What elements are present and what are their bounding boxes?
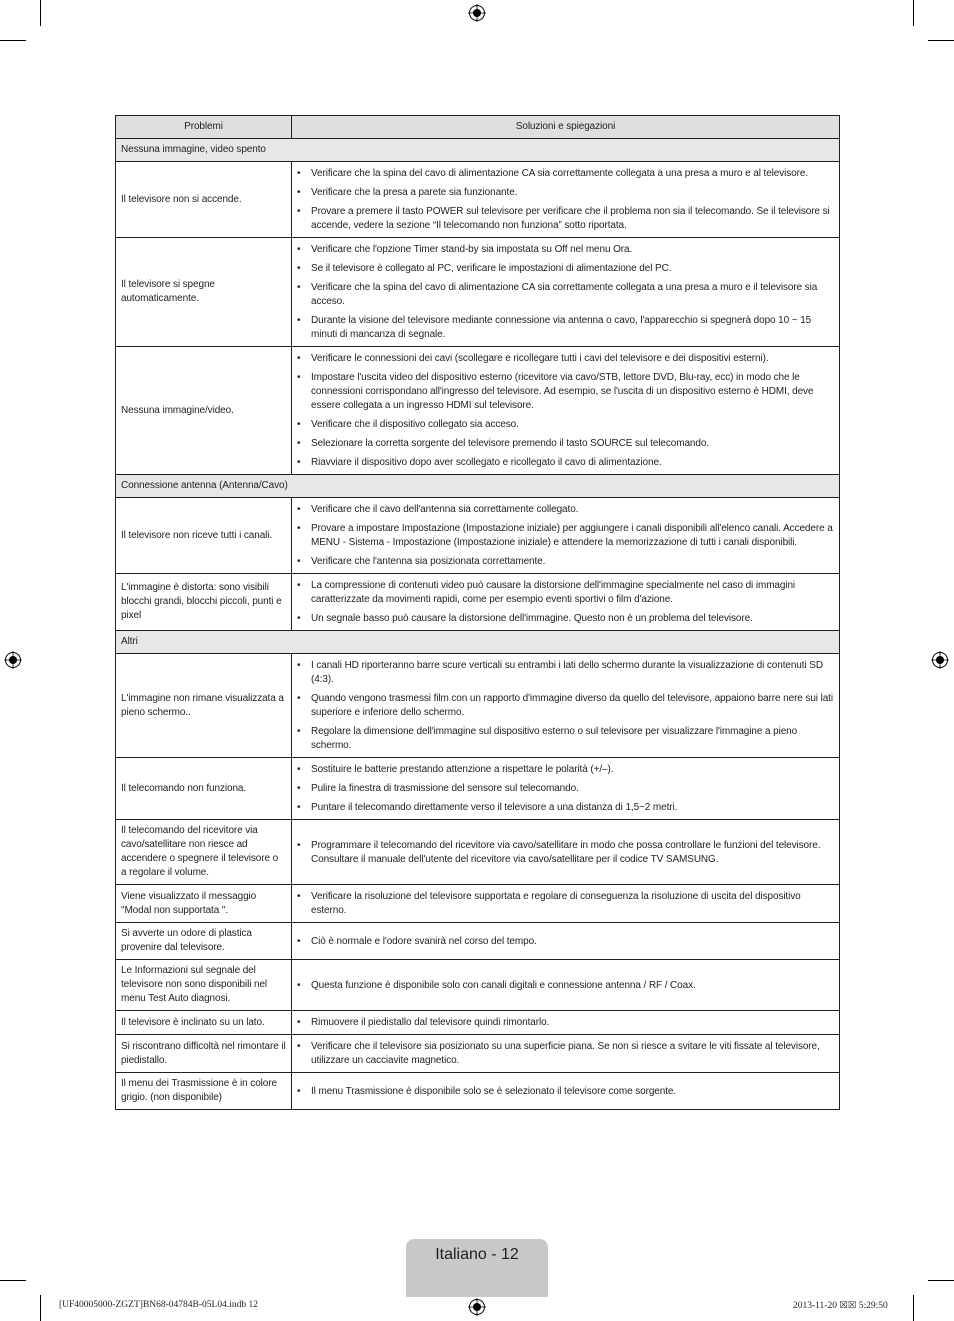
text-run: (Impostazione iniziale) e attendere la memorizzazione di tutti i canali disponibili. [450,537,798,548]
text-run: Un segnale basso può causare la distorsione dell'immagine. Questo non è un problema del televisore. [311,613,753,624]
text-run: Provare a premere il tasto [311,206,427,217]
problem-cell [116,498,292,574]
list-item [297,205,834,233]
solution-cell [292,574,840,631]
emphasis-text: POWER [426,206,464,217]
crop-mark [0,1280,26,1281]
solution-list [297,659,834,753]
section-title: Altri [116,631,840,654]
list-item [297,243,834,257]
text-run: Verificare che l'opzione [311,244,414,255]
text-run: Questa funzione è disponibile solo con canali digitali e connessione antenna / RF / Coax. [311,979,696,991]
text-run: I canali HD riporteranno barre scure verticali su entrambi i lati dello schermo durante la visualizzazione di contenuti SD (4:3). [311,660,823,685]
emphasis-text: Trasmissione [171,1078,230,1089]
text-run: Verificare che la spina del cavo di alimentazione CA sia correttamente collegata a una presa a muro e il televisore sia acceso. [311,282,818,307]
text-run: sul televisore per verificare che il problema non sia il telecomando. Se il televisore si accende, vedere la sezione “Il telecomando non funziona” sotto riportata. [311,206,830,231]
table-row [116,1035,840,1073]
table-row [116,654,840,758]
troubleshooting-table [115,115,840,1110]
problem-cell [116,1073,292,1110]
text-run: Il telecomando non funziona. [121,782,247,794]
text-run: Durante la visione del televisore mediante connessione via antenna o cavo, l'apparecchio si spegnerà dopo 10 ~ 15 minuti di mancanza di segnale. [311,315,812,340]
text-run: ". [219,904,228,916]
solution-cell [292,1035,840,1073]
solution-list [297,167,834,233]
solution-list [297,979,834,993]
crop-mark [928,40,954,41]
solution-list [297,1016,834,1030]
problem-cell [116,1011,292,1035]
problem-cell [116,1035,292,1073]
text-run: Se il televisore è collegato al PC, verificare le impostazioni di alimentazione del PC. [311,263,672,274]
emphasis-text: Off [554,244,568,255]
table-row [116,574,840,631]
problem-cell [116,574,292,631]
table-row [116,1073,840,1110]
table-row [116,885,840,923]
section-row [116,631,840,654]
list-item [297,979,834,993]
emphasis-text: Ora [613,244,630,255]
text-run: Verificare che il televisore sia posizionato su una superficie piana. Se non si riesce a svitare le viti fissate al televisore, utilizzare un cacciavite magnetico. [311,1041,820,1066]
text-run: Il telecomando del ricevitore via cavo/satellitare non riesce ad accendere o spegnere il televisore o a regolare il volume. [121,825,279,878]
solution-cell [292,960,840,1011]
emphasis-text: Trasmissione [345,1085,404,1097]
problem-cell [116,885,292,923]
solution-cell [292,347,840,475]
text-run: del televisore non sono disponibili nel menu Test [121,965,268,1004]
text-run: Verificare le connessioni dei cavi (scollegare e ricollegare tutti i cavi del televisore e dei dispositivi esterni). [311,353,769,364]
list-item [297,418,834,432]
solution-list [297,1085,834,1099]
table-row [116,960,840,1011]
emphasis-text: Auto diagnosi [168,993,228,1004]
problem-cell [116,960,292,1011]
solution-list [297,839,834,867]
registration-mark-icon [4,651,22,669]
text-run: Il televisore è inclinato su un lato. [121,1016,265,1028]
problem-cell [116,758,292,820]
text-run: sia impostata su [478,244,555,255]
column-header-problems: Problemi [116,116,292,139]
list-item [297,839,834,867]
list-item [297,579,834,607]
text-run: Selezionare la corretta sorgente del televisore premendo il tasto [311,438,591,449]
list-item [297,1040,834,1068]
solution-list [297,243,834,342]
emphasis-text: SOURCE [590,438,633,449]
text-run: Riavviare il dispositivo dopo aver scollegato e ricollegato il cavo di alimentazione. [311,457,662,468]
solution-list [297,890,834,918]
table-row [116,498,840,574]
problem-cell [116,347,292,475]
table-header-row [116,116,840,139]
table-row [116,923,840,960]
text-run: Provare a impostare [311,523,402,534]
problem-cell [116,162,292,238]
registration-mark-icon [931,651,949,669]
list-item [297,503,834,517]
list-item [297,1016,834,1030]
list-item [297,167,834,181]
list-item [297,281,834,309]
text-run: Rimuovere il piedistallo dal televisore quindi rimontarlo. [311,1017,550,1028]
list-item [297,522,834,550]
list-item [297,782,834,796]
emphasis-text: Timer stand-by [413,244,479,255]
text-run: Verificare che la spina del cavo di alimentazione CA sia correttamente collegata a una presa a muro e al televisore. [311,168,809,179]
list-item [297,1085,834,1099]
list-item [297,262,834,276]
text-run: Puntare il telecomando direttamente verso il televisore a una distanza di 1,5~2 metri. [311,802,678,813]
solution-list [297,503,834,569]
solution-cell [292,238,840,347]
solution-list [297,352,834,470]
column-header-solutions: Soluzioni e spiegazioni [292,116,840,139]
text-run: Programmare il telecomando del ricevitore via cavo/satellitare in modo che possa controllare le funzioni del televisore. Consultare il manuale dell'utente del ricevitore via cavo/satellitare per il codice TV SAMSUNG. [311,839,821,865]
list-item [297,352,834,366]
list-item [297,186,834,200]
text-run: Verificare che la presa a parete sia funzionante. [311,187,518,198]
table-row [116,162,840,238]
problem-cell [116,820,292,885]
text-run: Il televisore non si accende. [121,193,242,205]
crop-mark [0,40,26,41]
table-row [116,238,840,347]
text-run: L'immagine non rimane visualizzata a pieno schermo.. [121,692,284,718]
section-row [116,139,840,162]
list-item [297,763,834,777]
section-title: Nessuna immagine, video spento [116,139,840,162]
list-item [297,456,834,470]
crop-mark [40,1295,41,1321]
text-run: Ciò è normale e l'odore svanirà nel corso del tempo. [311,935,537,947]
text-run: sul telecomando. [632,438,709,449]
text-run: Le [121,965,135,976]
solution-cell [292,654,840,758]
problem-cell [116,654,292,758]
solution-cell [292,885,840,923]
text-run: Il televisore non riceve tutti i canali. [121,529,273,541]
text-run: Verificare la risoluzione del televisore supportata e regolare di conseguenza la risoluzione di uscita del dispositivo esterno. [311,891,801,916]
emphasis-text: Sistema [348,537,385,548]
emphasis-text: Impostazione [401,523,461,534]
text-run: . [227,993,231,1004]
emphasis-text: Modal non supportata [124,904,220,916]
section-title: Connessione antenna (Antenna/Cavo) [116,475,840,498]
table-row [116,758,840,820]
text-run: Regolare la dimensione dell'immagine sul dispositivo esterno o sul televisore per visualizzare l'immagine a pieno schermo. [311,726,798,751]
text-run: Sostituire le batterie prestando attenzione a rispettare le polarità (+/–). [311,764,614,775]
section-row [116,475,840,498]
list-item [297,801,834,815]
table-body [116,139,840,1110]
text-run: Il televisore si spegne automaticamente. [121,279,215,304]
text-run: . [629,244,633,255]
registration-mark-icon [468,1298,486,1316]
text-run: nel menu [567,244,614,255]
crop-mark [928,1280,954,1281]
text-run: - [340,537,349,548]
solution-cell [292,162,840,238]
table-row [116,820,840,885]
list-item [297,890,834,918]
text-run: (Impostazione iniziale) per aggiungere i canali disponibili all'elenco canali. Accedere a [460,523,833,534]
list-item [297,612,834,626]
solution-cell [292,1073,840,1110]
list-item [297,437,834,451]
list-item [297,692,834,720]
solution-cell [292,498,840,574]
emphasis-text: MENU [311,537,341,548]
text-run: La compressione di contenuti video può causare la distorsione dell'immagine specialmente nel caso di immagini caratterizzate da movimenti rapidi, come per esempio eventi sportivi o film d'azione. [311,580,796,605]
text-run: Il menu dei [121,1078,172,1089]
list-item [297,659,834,687]
text-run: Quando vengono trasmessi film con un rapporto d'immagine diverso da quello del televisore, appaiono barre nere sui lati superiore e inferiore dello schermo. [311,693,833,718]
solution-cell [292,923,840,960]
list-item [297,314,834,342]
solution-list [297,1040,834,1068]
table-row [116,347,840,475]
text-run: Il menu [311,1085,346,1097]
solution-list [297,935,834,949]
table-row [116,1011,840,1035]
emphasis-text: Impostazione [392,537,451,548]
list-item [297,725,834,753]
solution-cell [292,1011,840,1035]
footer-timestamp: 2013-11-20 ☒☒ 5:29:50 [793,1301,888,1311]
text-run: Viene visualizzato il messaggio " [121,890,257,916]
problem-cell [116,923,292,960]
text-run: Impostare l'uscita video del dispositivo esterno (ricevitore via cavo/STB, lettore DVD, Blu-ray, ecc) in modo che le connessioni corrispondano all'ingresso del televisore. Ad esempio, se l'uscita di un dispositivo esterno è HDMI, deve essere collegata a un ingresso HDMI sul televisore. [311,372,814,411]
footer-file-info: [UF40005000-ZGZT]BN68-04784B-05L04.indb 12 [59,1300,258,1310]
text-run: Verificare che il dispositivo collegato sia acceso. [311,419,519,430]
text-run: Si avverte un odore di plastica provenire dal televisore. [121,928,252,953]
text-run: Si riscontrano difficoltà nel rimontare il piedistallo. [121,1040,286,1066]
list-item [297,555,834,569]
emphasis-text: Informazioni sul segnale [134,965,241,976]
page-number-tab: Italiano - 12 [406,1239,548,1297]
solution-list [297,579,834,626]
text-run: L'immagine è distorta: sono visibili blocchi grandi, blocchi piccoli, punti e pixel [121,582,282,621]
text-run: Pulire la finestra di trasmissione del sensore sul telecomando. [311,783,579,794]
crop-mark [913,1295,914,1321]
text-run: Nessuna immagine/video. [121,404,234,416]
text-run: - [384,537,393,548]
crop-mark [40,0,41,26]
list-item [297,371,834,413]
text-run: è disponibile solo se è selezionato il televisore come sorgente. [403,1085,677,1097]
text-run: Verificare che il cavo dell'antenna sia correttamente collegato. [311,504,579,515]
problem-cell [116,238,292,347]
solution-cell [292,758,840,820]
list-item [297,935,834,949]
solution-list [297,763,834,815]
registration-mark-icon [468,4,486,22]
text-run: è in colore grigio. (non disponibile) [121,1078,277,1103]
text-run: Verificare che l'antenna sia posizionata correttamente. [311,556,546,567]
solution-cell [292,820,840,885]
crop-mark [913,0,914,26]
